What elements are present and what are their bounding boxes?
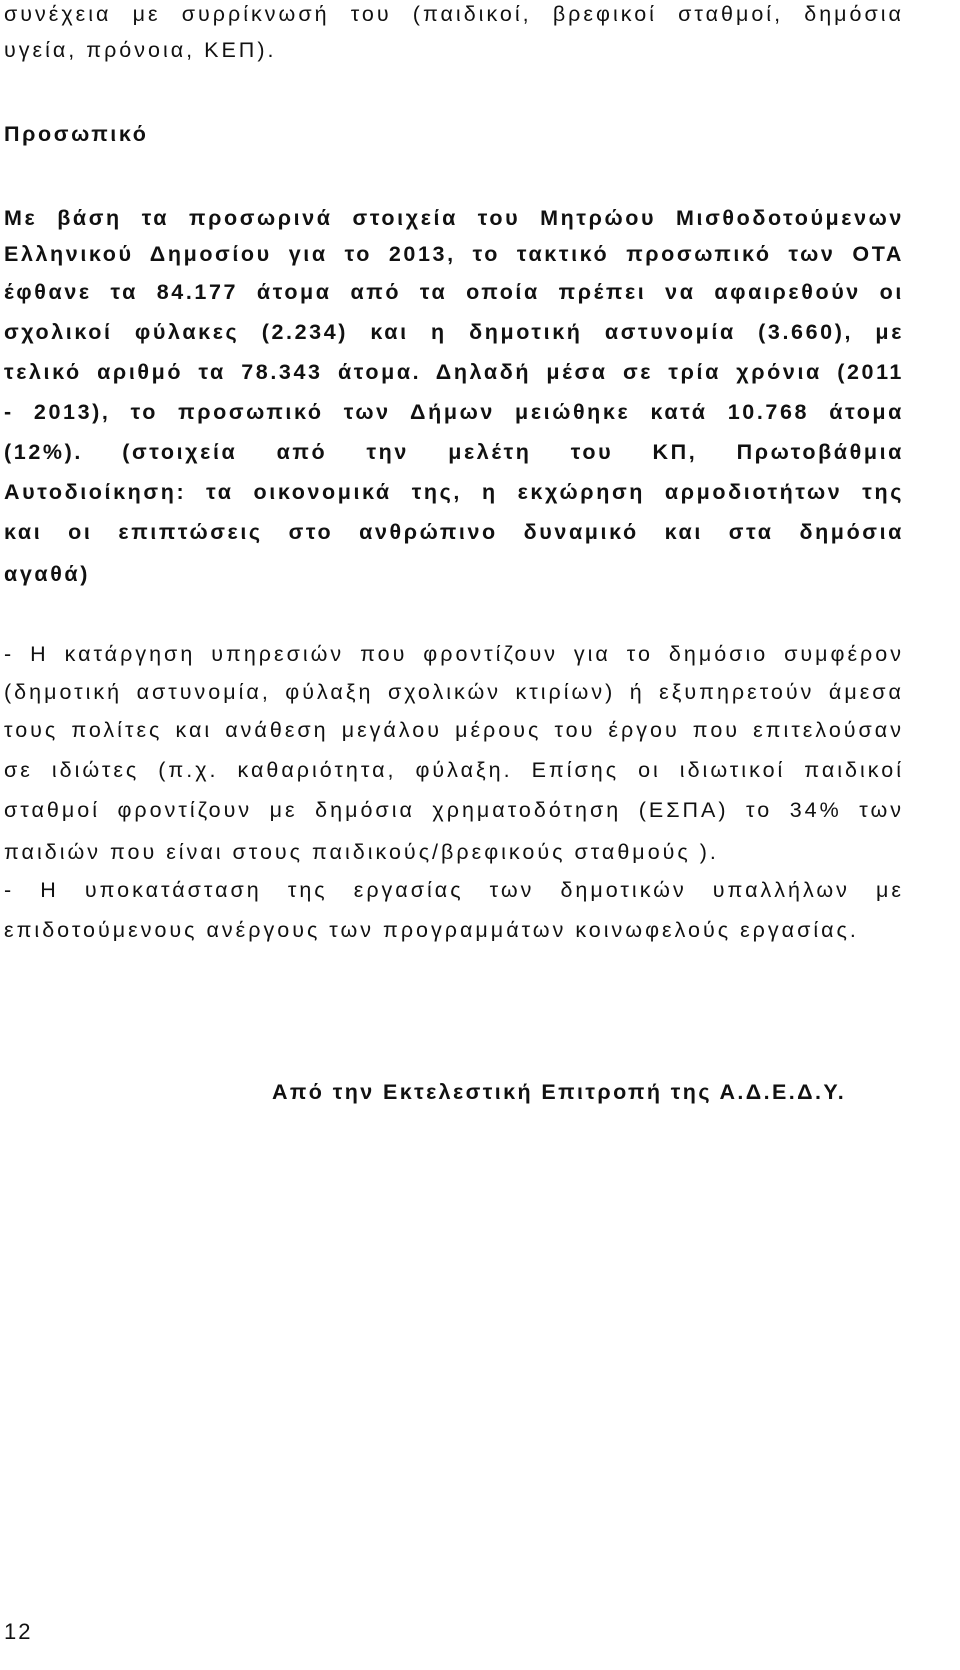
paragraph-percentage: (12%).	[4, 440, 83, 464]
section-heading: Προσωπικό	[4, 122, 149, 146]
source-citation-start: (στοιχεία από την μελέτη του ΚΠ, Πρωτοβάθμια	[122, 440, 904, 464]
bullet-line-3: τους πολίτες και ανάθεση μεγάλου μέρους του έργου που επιτελούσαν	[4, 718, 904, 742]
paragraph-line-6: - 2013), το προσωπικό των Δήμων μειώθηκε κατά 10.768 άτομα	[4, 400, 904, 424]
bullet-line-2: (δημοτική αστυνομία, φύλαξη σχολικών κτιρίων) ή εξυπηρετούν άμεσα	[4, 680, 904, 704]
paragraph-line-5: τελικό αριθμό τα 78.343 άτομα. Δηλαδή μέσα σε τρία χρόνια (2011	[4, 360, 904, 384]
bullet-line-8: επιδοτούμενους ανέργους των προγραμμάτων κοινωφελούς εργασίας.	[4, 918, 859, 942]
page-number: 12	[4, 1619, 33, 1644]
source-line-1: Αυτοδιοίκηση: τα οικονομικά της, η εκχώρηση αρμοδιοτήτων της	[4, 480, 904, 504]
bullet-line-4: σε ιδιώτες (π.χ. καθαριότητα, φύλαξη. Επίσης οι ιδιωτικοί παιδικοί	[4, 758, 904, 782]
paragraph-line-7	[4, 438, 904, 466]
bullet-line-1: - Η κατάργηση υπηρεσιών που φροντίζουν για το δημόσιο συμφέρον	[4, 642, 904, 666]
bullet-line-7: - Η υποκατάσταση της εργασίας των δημοτικών υπαλλήλων με	[4, 878, 904, 902]
intro-line-2: υγεία, πρόνοια, ΚΕΠ).	[4, 38, 277, 62]
paragraph-line-2: Ελληνικού Δημοσίου για το 2013, το τακτικό προσωπικό των ΟΤΑ	[4, 242, 904, 266]
source-line-2: και οι επιπτώσεις στο ανθρώπινο δυναμικό και στα δημόσια	[4, 520, 904, 544]
source-line-3: αγαθά)	[4, 562, 90, 586]
paragraph-line-3: έφθανε τα 84.177 άτομα από τα οποία πρέπει να αφαιρεθούν οι	[4, 280, 904, 304]
bullet-line-5: σταθμοί φροντίζουν με δημόσια χρηματοδότηση (ΕΣΠΑ) το 34% των	[4, 798, 904, 822]
paragraph-line-4: σχολικοί φύλακες (2.234) και η δημοτική αστυνομία (3.660), με	[4, 320, 904, 344]
signature: Από την Εκτελεστική Επιτροπή της Α.Δ.Ε.Δ.Υ.	[272, 1080, 847, 1104]
bullet-line-6: παιδιών που είναι στους παιδικούς/βρεφικούς σταθμούς ).	[4, 840, 719, 864]
intro-line-1: συνέχεια με συρρίκνωσή του (παιδικοί, βρεφικοί σταθμοί, δημόσια	[4, 2, 904, 26]
paragraph-line-1: Με βάση τα προσωρινά στοιχεία του Μητρώου Μισθοδοτούμενων	[4, 206, 904, 230]
